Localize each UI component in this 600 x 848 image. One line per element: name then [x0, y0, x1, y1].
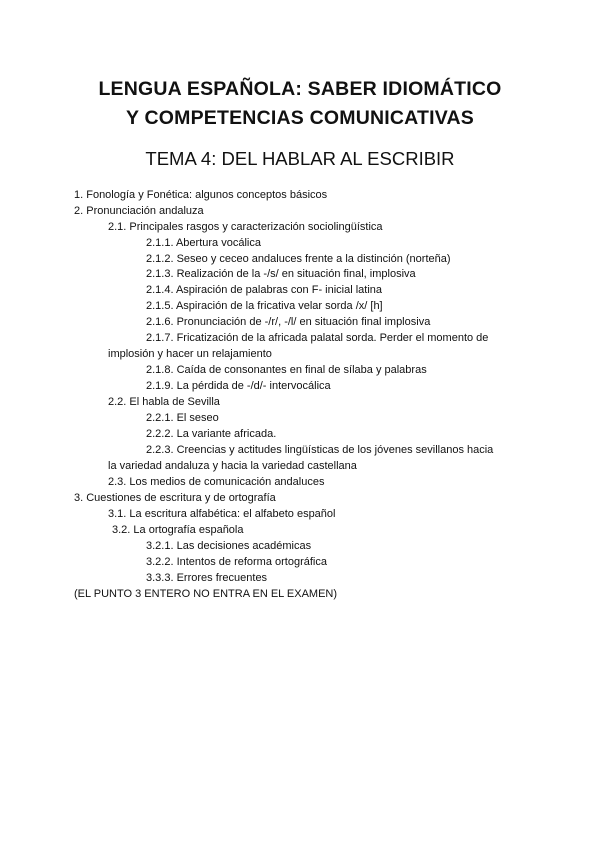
toc-item: 2.2.1. El seseo — [146, 412, 219, 424]
toc-item: 2.1.2. Seseo y ceceo andaluces frente a la distinción (norteña) — [146, 253, 451, 265]
toc-item: 2.1.7. Fricatización de la africada palatal sorda. Perder el momento de — [146, 332, 489, 344]
toc-item-continuation: la variedad andaluza y hacia la variedad castellana — [108, 460, 357, 472]
toc-item: 2.1.3. Realización de la -/s/ en situación final, implosiva — [146, 268, 416, 280]
toc-item: 3.3.3. Errores frecuentes — [146, 572, 268, 584]
exam-note: (EL PUNTO 3 ENTERO NO ENTRA EN EL EXAMEN) — [74, 588, 338, 600]
toc-item: 2.1.1. Abertura vocálica — [146, 237, 261, 249]
toc-item: 2.1.8. Caída de consonantes en final de sílaba y palabras — [146, 364, 427, 376]
toc-item: 2.2.3. Creencias y actitudes lingüísticas de los jóvenes sevillanos hacia — [146, 444, 494, 456]
toc-item: 3.2. La ortografía española — [112, 524, 244, 536]
document-title-line-1: LENGUA ESPAÑOLA: SABER IDIOMÁTICO — [98, 78, 502, 100]
toc-item: 2.1. Principales rasgos y caracterización sociolingüística — [108, 221, 383, 233]
toc-item: 1. Fonología y Fonética: algunos conceptos básicos — [74, 189, 328, 201]
document-title-line-2: Y COMPETENCIAS COMUNICATIVAS — [126, 107, 474, 129]
toc-item: 2.2.2. La variante africada. — [146, 428, 277, 440]
toc-item: 2.1.4. Aspiración de palabras con F- inicial latina — [146, 284, 383, 296]
toc-item: 2.2. El habla de Sevilla — [108, 396, 220, 408]
toc-item: 2. Pronunciación andaluza — [74, 205, 204, 217]
toc-item-continuation: implosión y hacer un relajamiento — [108, 348, 272, 360]
document-subtitle: TEMA 4: DEL HABLAR AL ESCRIBIR — [145, 148, 455, 169]
toc-item: 2.3. Los medios de comunicación andaluces — [108, 476, 325, 488]
toc-item: 2.1.9. La pérdida de -/d/- intervocálica — [146, 380, 331, 392]
toc-item: 2.1.5. Aspiración de la fricativa velar sorda /x/ [h] — [146, 300, 383, 312]
toc-item: 3.2.1. Las decisiones académicas — [146, 540, 312, 552]
toc-item: 3.2.2. Intentos de reforma ortográfica — [146, 556, 327, 568]
toc-item: 2.1.6. Pronunciación de -/r/, -/l/ en situación final implosiva — [146, 316, 431, 328]
toc-item: 3.1. La escritura alfabética: el alfabeto español — [108, 508, 336, 520]
toc-item: 3. Cuestiones de escritura y de ortografía — [74, 492, 276, 504]
